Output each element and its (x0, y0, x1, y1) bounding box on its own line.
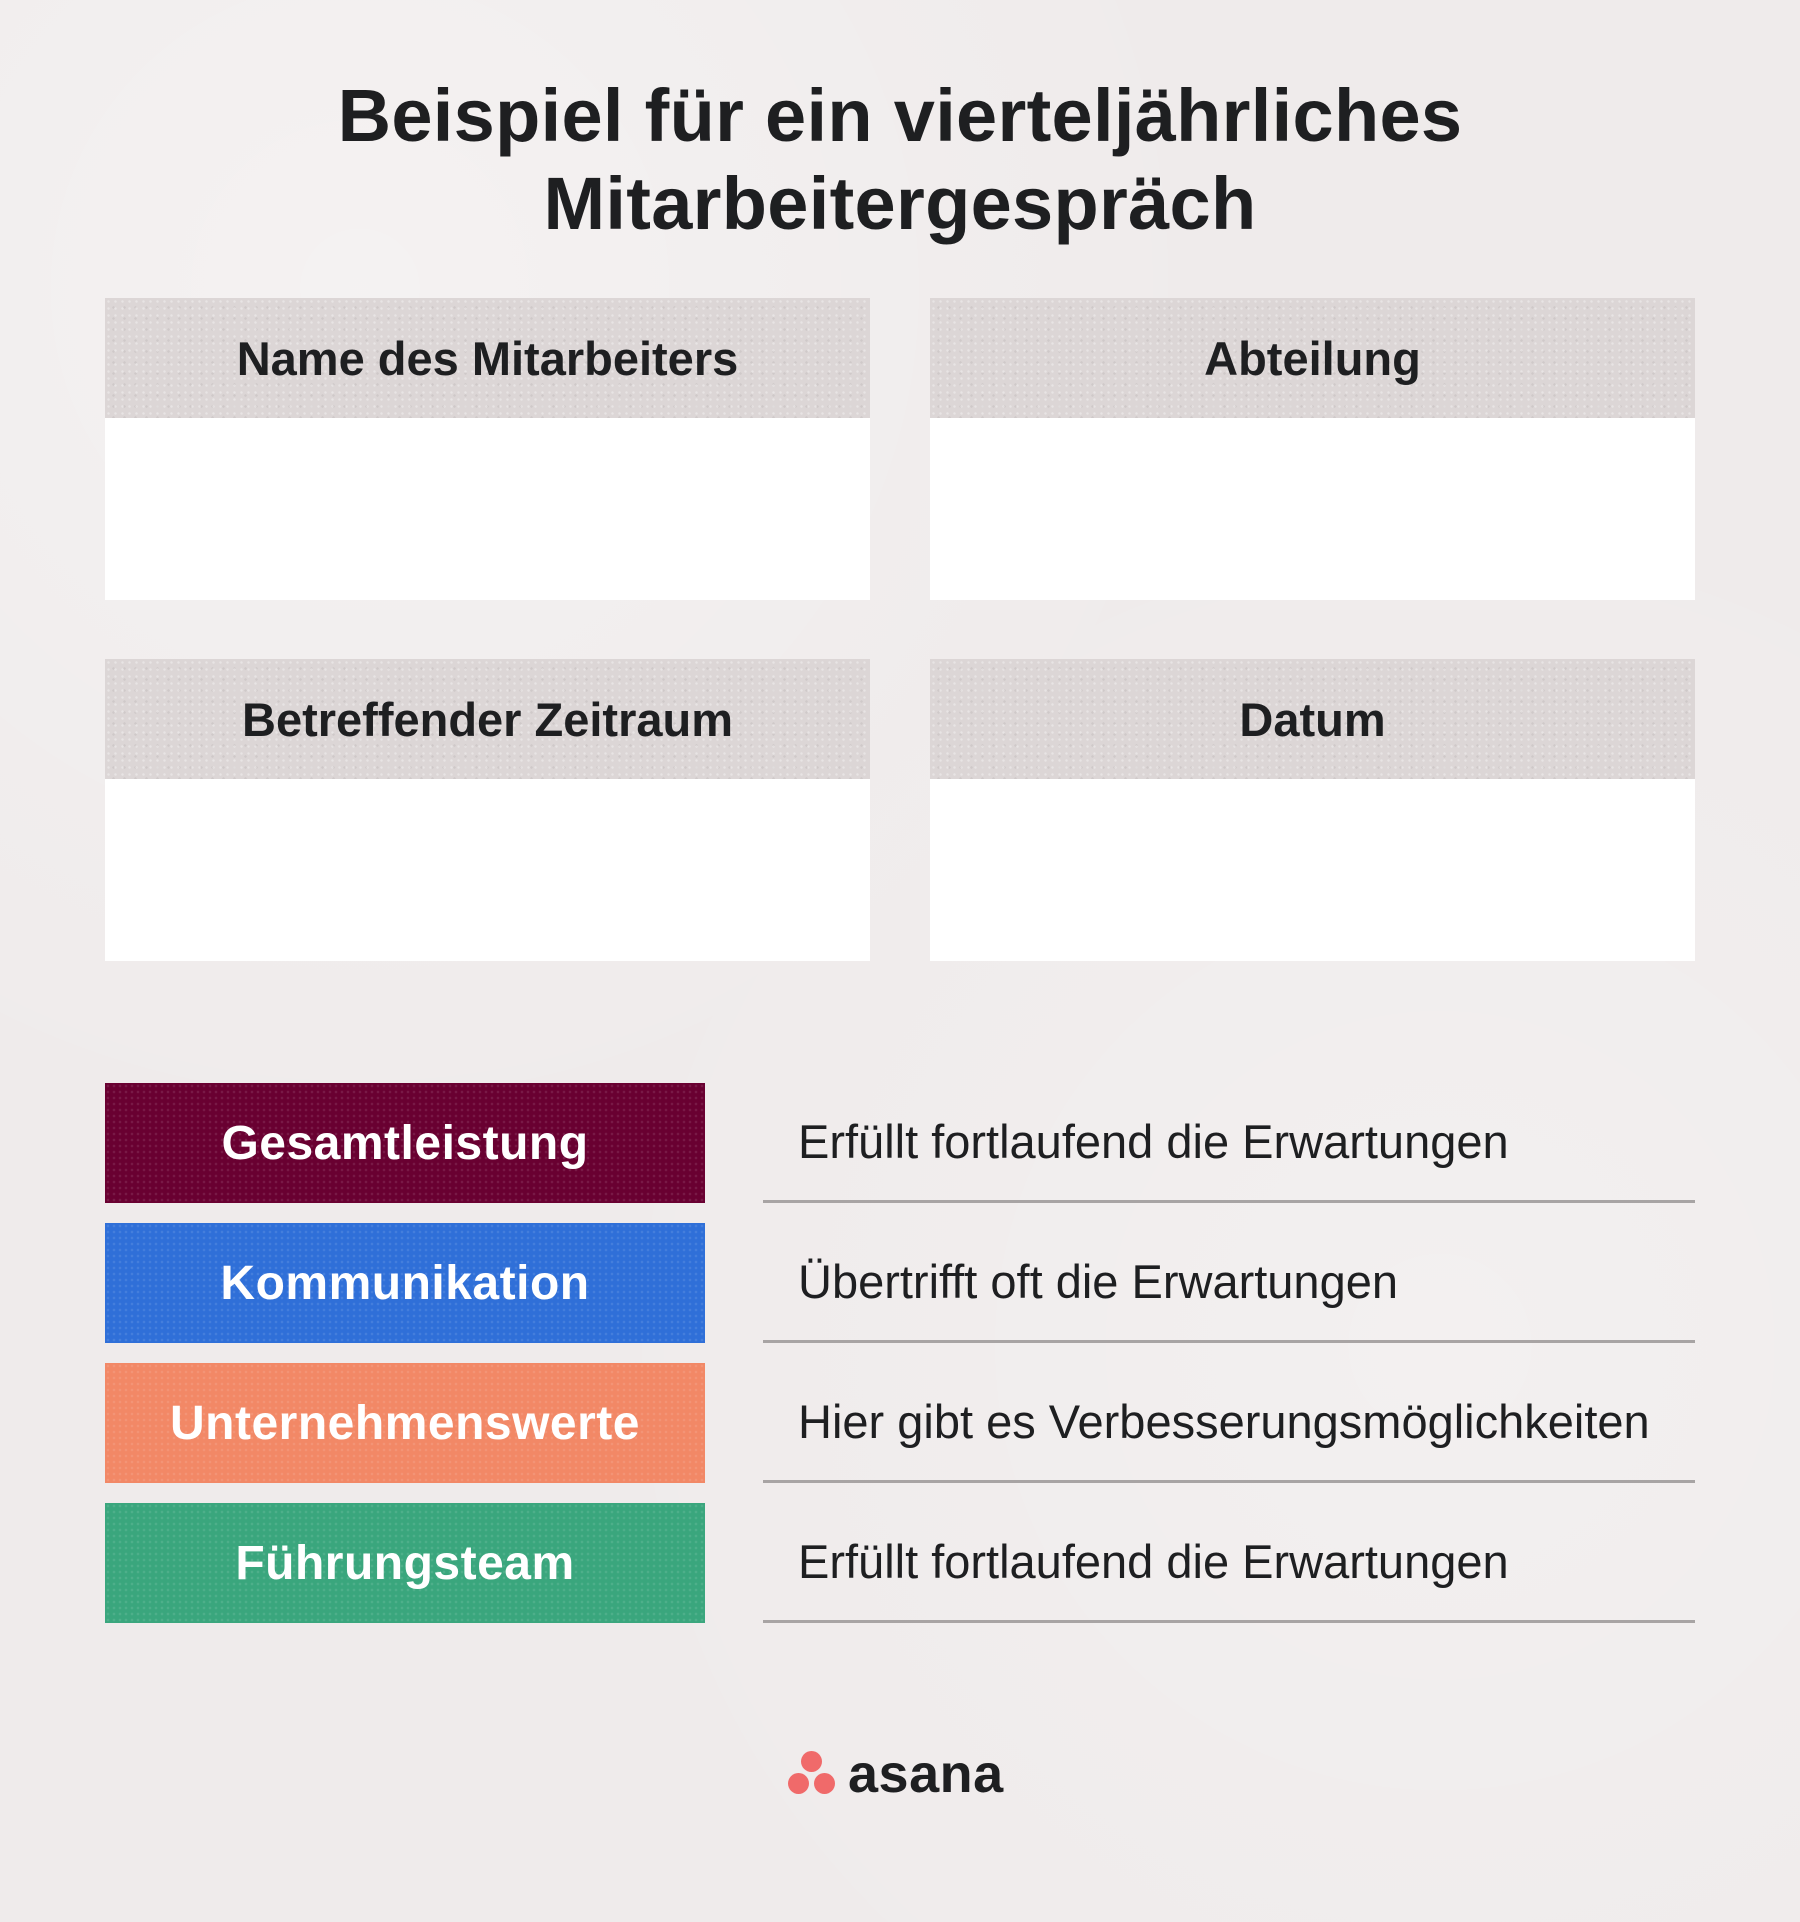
review-period-input-area[interactable] (105, 779, 870, 961)
page-title-line-2: Mitarbeitergespräch (543, 162, 1257, 245)
employee-name-label: Name des Mitarbeiters (105, 298, 870, 418)
date-label: Datum (930, 659, 1695, 779)
page-title-line-1: Beispiel für ein vierteljährliches (337, 74, 1463, 157)
rating-category-label: Unternehmenswerte (105, 1363, 705, 1483)
rating-row-communication (105, 1223, 1695, 1343)
rating-value: Hier gibt es Verbesserungsmöglichkeiten (763, 1363, 1695, 1483)
department-field (930, 298, 1695, 600)
rating-category-label: Führungsteam (105, 1503, 705, 1623)
review-period-label: Betreffender Zeitraum (105, 659, 870, 779)
asana-logo-icon (786, 1751, 838, 1797)
review-period-field (105, 659, 870, 961)
asana-wordmark: asana (848, 1744, 1004, 1804)
asana-logo (786, 1744, 1004, 1804)
rating-category-label: Gesamtleistung (105, 1083, 705, 1203)
rating-value: Übertrifft oft die Erwartungen (763, 1223, 1695, 1343)
date-input-area[interactable] (930, 779, 1695, 961)
rating-value: Erfüllt fortlaufend die Erwartungen (763, 1503, 1695, 1623)
employee-name-field (105, 298, 870, 600)
rating-row-overall-performance (105, 1083, 1695, 1203)
department-label: Abteilung (930, 298, 1695, 418)
logo-dot-bottom-left (788, 1773, 809, 1794)
rating-row-leadership-team (105, 1503, 1695, 1623)
logo-dot-bottom-right (814, 1773, 835, 1794)
date-field (930, 659, 1695, 961)
rating-row-company-values (105, 1363, 1695, 1483)
department-input-area[interactable] (930, 418, 1695, 600)
page-title (0, 72, 1800, 248)
rating-category-label: Kommunikation (105, 1223, 705, 1343)
employee-name-input-area[interactable] (105, 418, 870, 600)
rating-value: Erfüllt fortlaufend die Erwartungen (763, 1083, 1695, 1203)
logo-dot-top (801, 1751, 822, 1772)
